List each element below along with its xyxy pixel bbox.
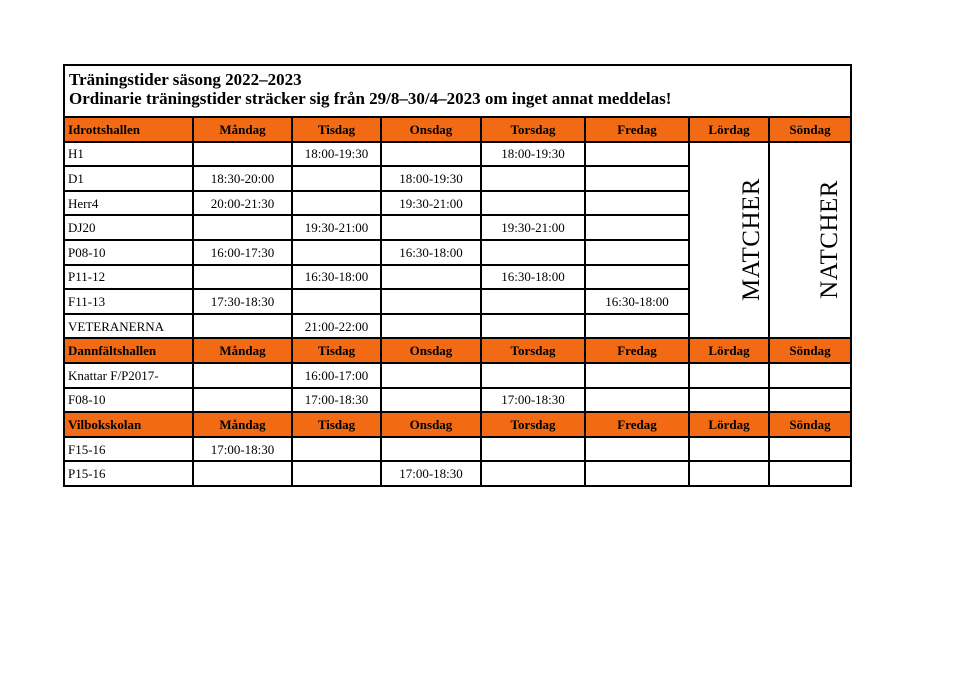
time-cell-wednesday bbox=[381, 314, 481, 339]
time-cell-thursday bbox=[481, 363, 585, 388]
day-header-monday: Måndag bbox=[193, 412, 292, 437]
time-cell-tuesday: 16:00-17:00 bbox=[292, 363, 381, 388]
schedule-sheet bbox=[63, 64, 850, 487]
day-header-thursday: Torsdag bbox=[481, 117, 585, 142]
time-cell-wednesday bbox=[381, 215, 481, 240]
time-cell-monday bbox=[193, 461, 292, 486]
time-cell-wednesday: 17:00-18:30 bbox=[381, 461, 481, 486]
venue-name: Vilbokskolan bbox=[64, 412, 193, 437]
time-cell-thursday: 18:00-19:30 bbox=[481, 142, 585, 167]
time-cell-tuesday bbox=[292, 437, 381, 462]
table-row bbox=[64, 363, 851, 388]
saturday-matches-label: MATCHER bbox=[737, 178, 765, 302]
day-header-friday: Fredag bbox=[585, 412, 689, 437]
time-cell-thursday bbox=[481, 240, 585, 265]
time-cell-friday bbox=[585, 142, 689, 167]
time-cell-friday bbox=[585, 388, 689, 413]
time-cell-tuesday: 18:00-19:30 bbox=[292, 142, 381, 167]
time-cell-thursday bbox=[481, 166, 585, 191]
time-cell-thursday: 16:30-18:00 bbox=[481, 265, 585, 290]
day-header-monday: Måndag bbox=[193, 338, 292, 363]
day-header-wednesday: Onsdag bbox=[381, 412, 481, 437]
time-cell-thursday bbox=[481, 191, 585, 216]
team-name: P11-12 bbox=[64, 265, 193, 290]
day-header-thursday: Torsdag bbox=[481, 412, 585, 437]
day-header-saturday: Lördag bbox=[689, 412, 769, 437]
table-row bbox=[64, 388, 851, 413]
day-header-saturday: Lördag bbox=[689, 338, 769, 363]
time-cell-wednesday: 16:30-18:00 bbox=[381, 240, 481, 265]
time-cell-monday bbox=[193, 265, 292, 290]
time-cell-friday: 16:30-18:00 bbox=[585, 289, 689, 314]
day-header-tuesday: Tisdag bbox=[292, 117, 381, 142]
time-cell-monday bbox=[193, 363, 292, 388]
time-cell-tuesday bbox=[292, 461, 381, 486]
time-cell-monday: 17:30-18:30 bbox=[193, 289, 292, 314]
table-row bbox=[64, 461, 851, 486]
day-header-tuesday: Tisdag bbox=[292, 412, 381, 437]
team-name: F15-16 bbox=[64, 437, 193, 462]
day-header-tuesday: Tisdag bbox=[292, 338, 381, 363]
time-cell-friday bbox=[585, 437, 689, 462]
time-cell-thursday bbox=[481, 437, 585, 462]
team-name: P08-10 bbox=[64, 240, 193, 265]
time-cell-saturday bbox=[689, 437, 769, 462]
time-cell-monday: 16:00-17:30 bbox=[193, 240, 292, 265]
time-cell-sunday bbox=[769, 461, 851, 486]
time-cell-tuesday: 21:00-22:00 bbox=[292, 314, 381, 339]
time-cell-wednesday bbox=[381, 142, 481, 167]
day-header-sunday: Söndag bbox=[769, 117, 851, 142]
time-cell-monday bbox=[193, 388, 292, 413]
team-name: Knattar F/P2017- bbox=[64, 363, 193, 388]
team-name: VETERANERNA bbox=[64, 314, 193, 339]
page-subtitle: Ordinarie träningstider sträcker sig från 29/8–30/4–2023 om inget annat meddelas! bbox=[69, 89, 672, 108]
venue-name: Dannfältshallen bbox=[64, 338, 193, 363]
team-name: F08-10 bbox=[64, 388, 193, 413]
time-cell-wednesday bbox=[381, 388, 481, 413]
team-name: F11-13 bbox=[64, 289, 193, 314]
day-header-wednesday: Onsdag bbox=[381, 117, 481, 142]
time-cell-friday bbox=[585, 314, 689, 339]
venue-name: Idrottshallen bbox=[64, 117, 193, 142]
venue-header-row bbox=[64, 338, 851, 363]
team-name: D1 bbox=[64, 166, 193, 191]
day-header-wednesday: Onsdag bbox=[381, 338, 481, 363]
day-header-monday: Måndag bbox=[193, 117, 292, 142]
time-cell-monday bbox=[193, 215, 292, 240]
time-cell-monday: 18:30-20:00 bbox=[193, 166, 292, 191]
team-name: P15-16 bbox=[64, 461, 193, 486]
page-title: Träningstider säsong 2022–2023 bbox=[69, 70, 302, 89]
time-cell-wednesday bbox=[381, 265, 481, 290]
time-cell-sunday bbox=[769, 388, 851, 413]
time-cell-wednesday bbox=[381, 437, 481, 462]
schedule-table bbox=[63, 64, 852, 487]
time-cell-tuesday: 16:30-18:00 bbox=[292, 265, 381, 290]
time-cell-monday: 20:00-21:30 bbox=[193, 191, 292, 216]
time-cell-friday bbox=[585, 265, 689, 290]
time-cell-thursday bbox=[481, 289, 585, 314]
day-header-friday: Fredag bbox=[585, 338, 689, 363]
table-row bbox=[64, 142, 851, 167]
time-cell-friday bbox=[585, 215, 689, 240]
time-cell-tuesday: 17:00-18:30 bbox=[292, 388, 381, 413]
day-header-friday: Fredag bbox=[585, 117, 689, 142]
time-cell-friday bbox=[585, 166, 689, 191]
day-header-sunday: Söndag bbox=[769, 338, 851, 363]
time-cell-sunday bbox=[769, 437, 851, 462]
day-header-sunday: Söndag bbox=[769, 412, 851, 437]
time-cell-friday bbox=[585, 240, 689, 265]
time-cell-sunday bbox=[769, 363, 851, 388]
time-cell-friday bbox=[585, 191, 689, 216]
time-cell-wednesday bbox=[381, 363, 481, 388]
title-cell bbox=[64, 65, 851, 117]
time-cell-saturday bbox=[689, 363, 769, 388]
time-cell-tuesday bbox=[292, 166, 381, 191]
time-cell-saturday bbox=[689, 461, 769, 486]
time-cell-friday bbox=[585, 363, 689, 388]
team-name: Herr4 bbox=[64, 191, 193, 216]
venue-header-row bbox=[64, 412, 851, 437]
time-cell-thursday bbox=[481, 461, 585, 486]
time-cell-monday bbox=[193, 142, 292, 167]
time-cell-thursday bbox=[481, 314, 585, 339]
sunday-matches-label: NATCHER bbox=[815, 180, 843, 300]
time-cell-wednesday bbox=[381, 289, 481, 314]
time-cell-monday bbox=[193, 314, 292, 339]
team-name: H1 bbox=[64, 142, 193, 167]
time-cell-thursday: 17:00-18:30 bbox=[481, 388, 585, 413]
day-header-thursday: Torsdag bbox=[481, 338, 585, 363]
time-cell-monday: 17:00-18:30 bbox=[193, 437, 292, 462]
time-cell-tuesday: 19:30-21:00 bbox=[292, 215, 381, 240]
table-row bbox=[64, 437, 851, 462]
time-cell-tuesday bbox=[292, 240, 381, 265]
saturday-matches-cell bbox=[689, 142, 769, 339]
venue-header-row bbox=[64, 117, 851, 142]
time-cell-friday bbox=[585, 461, 689, 486]
time-cell-tuesday bbox=[292, 289, 381, 314]
day-header-saturday: Lördag bbox=[689, 117, 769, 142]
time-cell-thursday: 19:30-21:00 bbox=[481, 215, 585, 240]
team-name: DJ20 bbox=[64, 215, 193, 240]
time-cell-wednesday: 18:00-19:30 bbox=[381, 166, 481, 191]
time-cell-saturday bbox=[689, 388, 769, 413]
sunday-matches-cell bbox=[769, 142, 851, 339]
time-cell-tuesday bbox=[292, 191, 381, 216]
time-cell-wednesday: 19:30-21:00 bbox=[381, 191, 481, 216]
